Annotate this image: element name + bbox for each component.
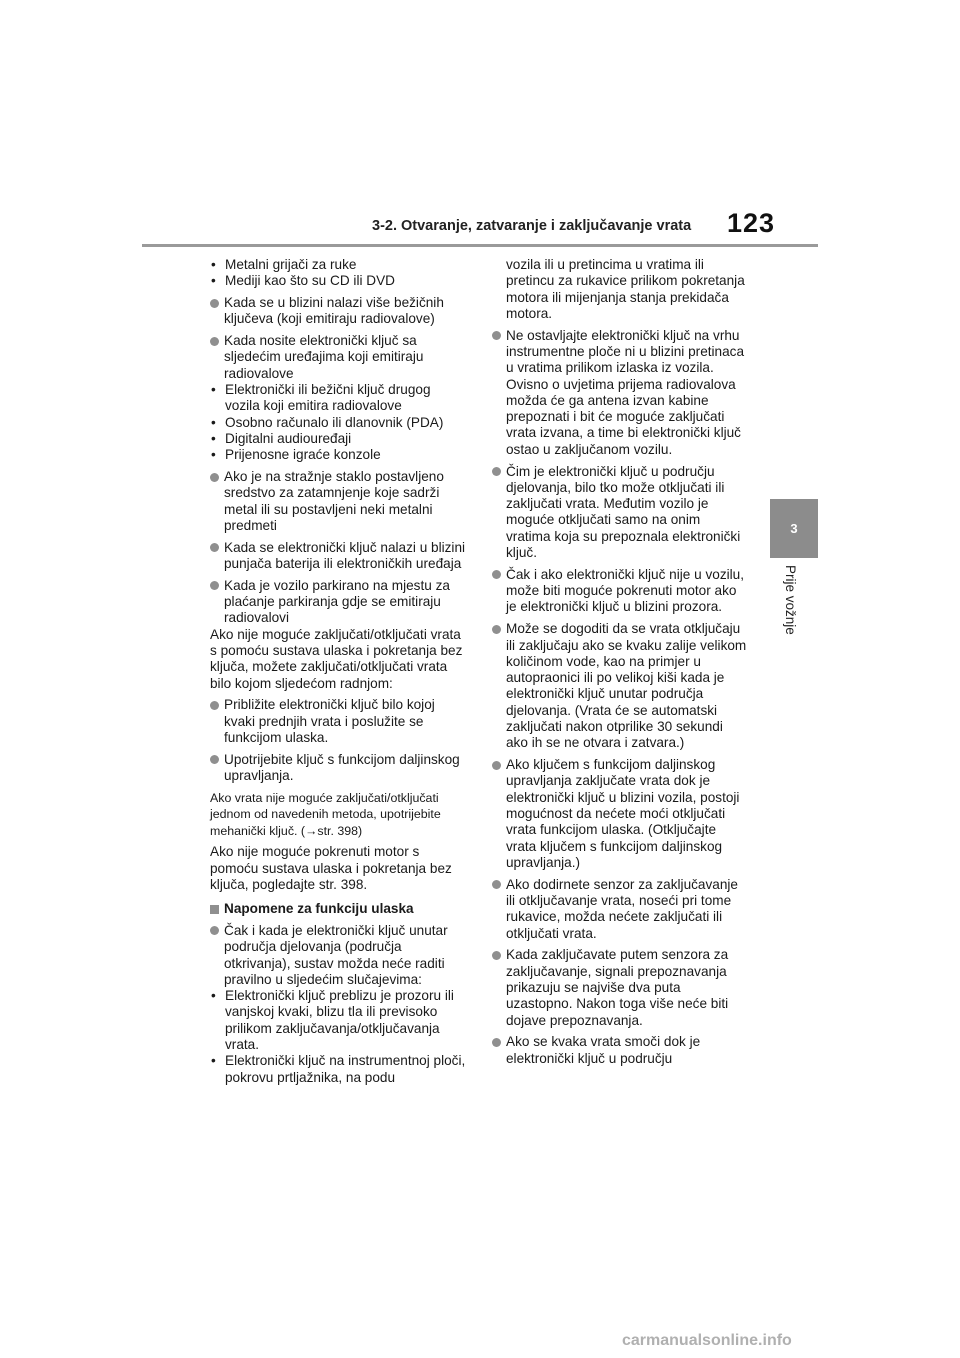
sub-item: • Metalni grijači za ruke [211, 257, 357, 272]
sub-item: • Digitalni audiouređaji [211, 430, 352, 446]
bullet-item: Kada se elektronički ključ nalazi u blizini punjača baterija ili elektroničkih uređaja [210, 540, 466, 573]
note-paragraph: Ako vrata nije moguće zaključati/otključati jednom od navedenih metoda, upotrijebite mehanički ključ. (→str. 398) [210, 790, 441, 838]
bullet-dot-icon [492, 951, 501, 960]
bullet-dot-icon [492, 331, 501, 340]
bullet-item: Čak i kada je elektronički ključ unutar područja djelovanja (područja otkrivanja), sustav možda neće raditi pravilno u sljedećim slučajevima: • Elektronički ključ preblizu je prozoru ili vanjskoj kvaki, blizu tla ili previsoko prilikom zaključavanja/otključavanja vrata. • Elektronički ključ na instrumentnoj ploči, pokrovu prtljažnika, na podu [211, 922, 466, 1085]
bullet-dot-icon [210, 299, 219, 308]
bullet-item: Može se dogoditi da se vrata otključaju ili zaključaju ako se kvaku zalije velikom količinom vode, kao na primjer u autopraonici ili po velikoj kiši kada je elektronički ključ unutar područja djelovanja. (Vrata će se automatski zaključati nakon otprilike 30 sekundi ako ih se ne otvara i zatvara.) [492, 621, 748, 751]
bullet-item: Upotrijebite ključ s funkcijom daljinskog upravljanja. [210, 752, 466, 785]
sub-item: • Osobno računalo ili dlanovnik (PDA) [211, 414, 444, 430]
bullet-item: Ako je na stražnje staklo postavljeno sredstvo za zatamnjenje koje sadrži metal ili su postavljeni neki metalni predmeti [210, 469, 466, 534]
bullet-item: Čim je elektronički ključ u području djelovanja, bilo tko može otključati ili zaključati vrata. Međutim vozilo je moguće otključati samo na onim vratima koja su prepoznala elektronički ključ. [492, 464, 748, 562]
top-sub-list [210, 257, 466, 290]
bullet-item: Ako ključem s funkcijom daljinskog upravljanja zaključate vrata dok je elektronički ključ u blizini vozila, postoji mogućnost da nećete moći otključati vrata funkcijom ulaska. (Otključajte vrata ključem s funkcijom daljinskog upravljanja.) [492, 757, 748, 871]
bullet-dot-icon [492, 880, 501, 889]
arrow-icon: → [305, 823, 318, 838]
section-heading: Napomene za funkciju ulaska [210, 901, 466, 917]
bullet-dot-icon [492, 625, 501, 634]
right-column [492, 257, 748, 1072]
header-divider [142, 244, 818, 247]
bullet-dot-icon [210, 543, 219, 552]
bullet-dot-icon [492, 761, 501, 770]
sub-item: • Elektronički ili bežični ključ drugog vozila koji emitira radiovalove [211, 382, 431, 414]
bullet-item: Ako dodirnete senzor za zaključavanje ili otključavanje vrata, noseći pri tome rukavice, možda nećete zaključati ili otključati vrata. [492, 877, 748, 942]
bullet-item: Kada se u blizini nalazi više bežičnih ključeva (koji emitiraju radiovalove) [210, 295, 466, 328]
bullet-dot-icon [492, 570, 501, 579]
sub-item: • Elektronički ključ na instrumentnoj ploči, pokrovu prtljažnika, na podu [211, 1053, 466, 1085]
bullet-dot-icon [210, 473, 219, 482]
section-title: 3-2. Otvaranje, zatvaranje i zaključavanje vrata [372, 218, 692, 234]
chapter-label: Prije vožnje [783, 565, 798, 635]
paragraph: Ako nije moguće zaključati/otključati vrata s pomoću sustava ulaska i pokretanja bez ključa, možete zaključati/otključati vrata bilo kojom sljedećom radnjom: [210, 626, 463, 691]
bullet-dot-icon [210, 755, 219, 764]
bullet-item: Čak i ako elektronički ključ nije u vozilu, može biti moguće pokrenuti motor ako je elektronički ključ u blizini prozora. [492, 567, 748, 616]
left-column [210, 257, 466, 1091]
paragraph: Ako nije moguće pokrenuti motor s pomoću sustava ulaska i pokretanja bez ključa, pogledajte str. 398. [210, 844, 452, 892]
bullet-item: Kada zaključavate putem senzora za zaključavanje, signali prepoznavanja prikazuju se najviše dva puta uzastopno. Nakon toga više neće biti dojave prepoznavanja. [492, 947, 748, 1028]
bullet-dot-icon [210, 581, 219, 590]
bullet-dot-icon [492, 1038, 501, 1047]
bullet-dot-icon [492, 467, 501, 476]
bullet-item: Ako se kvaka vrata smoči dok je elektronički ključ u području [492, 1034, 748, 1067]
watermark: carmanualsonline.info [622, 1332, 792, 1349]
bullet-dot-icon [210, 701, 219, 710]
sub-item: • Prijenosne igraće konzole [211, 447, 381, 463]
chapter-number: 3 [790, 521, 798, 536]
bullet-item: Ne ostavljajte elektronički ključ na vrhu instrumentne ploče ni u blizini pretinaca u vratima prilikom izlaska iz vozila. Ovisno o uvjetima prijema radiovalova možda će ga antena izvan kabine prepoznati i bit će moguće zaključati vrata izvana, a time bi elektronički ključ ostao u zaključanom vozilu. [492, 328, 748, 458]
bullet-dot-icon [210, 926, 219, 935]
bullet-dot-icon [210, 337, 219, 346]
sub-item: • Elektronički ključ preblizu je prozoru ili vanjskoj kvaki, blizu tla ili previsoko prilikom zaključavanja/otključavanja vrata. [211, 988, 454, 1053]
chapter-tab [770, 499, 818, 558]
bullet-item: Kada je vozilo parkirano na mjestu za plaćanje parkiranja gdje se emitiraju radiovalovi [210, 578, 466, 627]
bullet-item: Približite elektronički ključ bilo kojoj kvaki prednjih vrata i poslužite se funkcijom ulaska. [210, 697, 466, 746]
bullet-item: Kada nosite elektronički ključ sa sljedećim uređajima koji emitiraju radiovalove • Elektronički ili bežični ključ drugog vozila koji emitira radiovalove • Osobno računalo ili dlanovnik (PDA) • Digitalni audiouređaji • Prijenosne igraće konzole [210, 333, 466, 463]
sub-item: • Mediji kao što su CD ili DVD [211, 273, 395, 289]
square-bullet-icon [210, 905, 219, 914]
continuation-text: vozila ili u pretincima u vratima ili pretincu za rukavice prilikom pokretanja motora ili mijenjanja stanja prekidača motora. [506, 257, 745, 321]
page-number: 123 [727, 208, 776, 238]
